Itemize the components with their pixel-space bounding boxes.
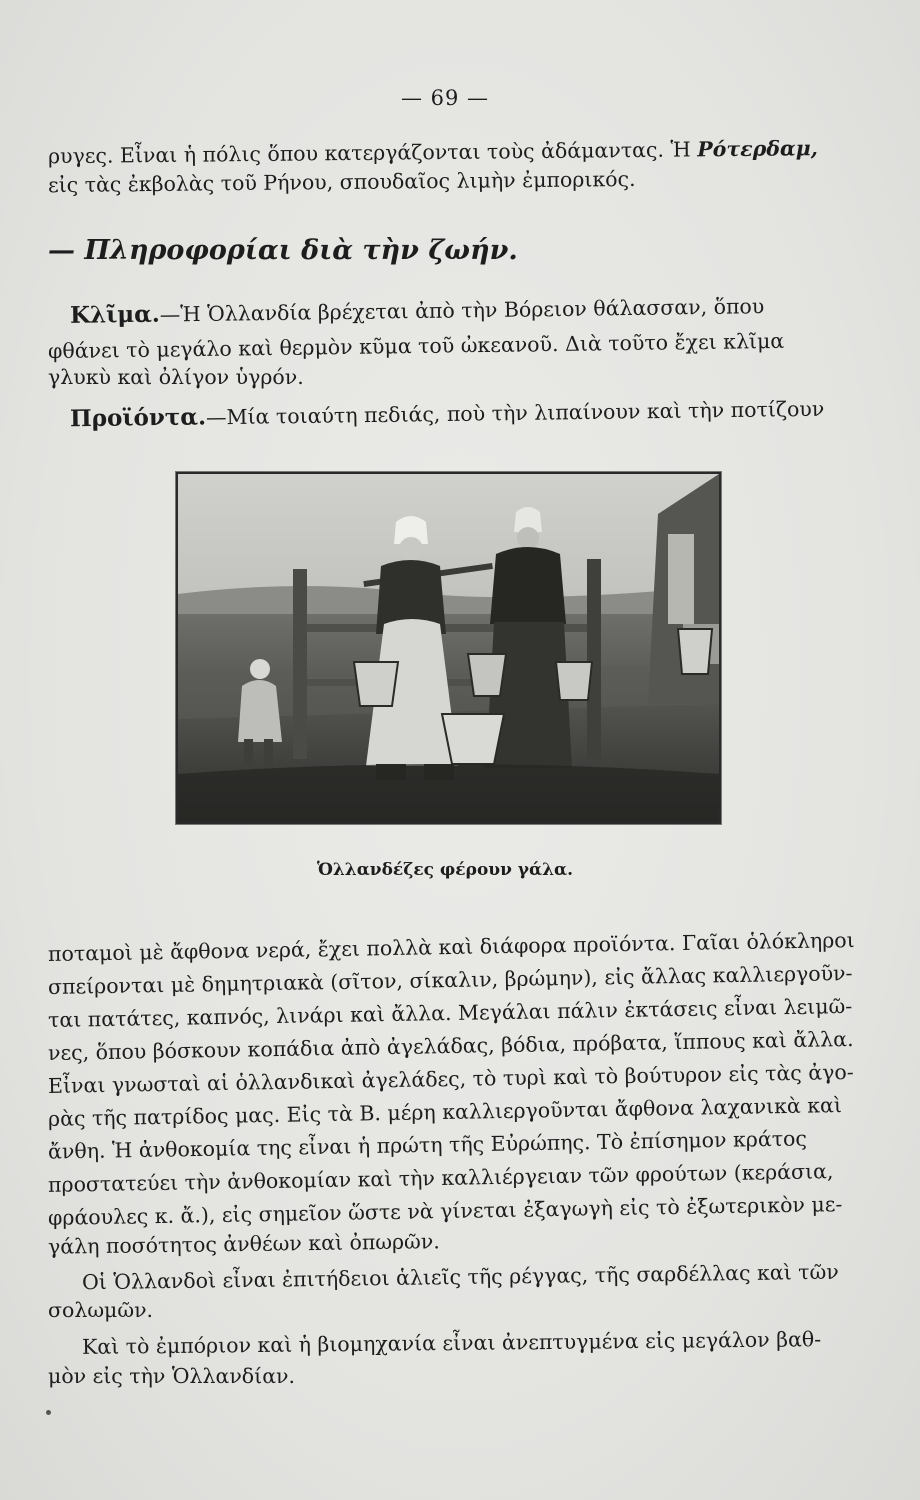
products-line-1 — [70, 397, 825, 431]
body-line-7: ἄνθη. Ἡ ἀνθοκομία της εἶναι ἡ πρώτη τῆς Εὐρώπης. Τὸ ἐπίσημον κράτος — [47, 1126, 808, 1164]
page-number: — 69 — — [400, 86, 490, 110]
body-line-12: σολωμῶν. — [48, 1298, 154, 1322]
products-label: Προϊόντα. — [69, 403, 207, 433]
body-line-6: ρὰς τῆς πατρίδος μας. Εἰς τὰ Β. μέρη καλλιεργοῦνται ἄφθονα λαχανικὰ καὶ — [47, 1093, 843, 1131]
intro-line-2: εἰς τὰς ἐκβολὰς τοῦ Ρήνου, σπουδαῖος λιμὴν ἐμπορικός. — [47, 166, 636, 198]
body-line-8: προστατεύει τὴν ἀνθοκομίαν καὶ τὴν καλλιέργειαν τῶν φρούτων (κεράσια, — [47, 1159, 834, 1197]
figure-caption: Ὁλλανδέζες φέρουν γάλα. — [316, 860, 574, 880]
body-line-14: μὸν εἰς τὴν Ὁλλανδίαν. — [48, 1364, 296, 1388]
photo-illustration — [178, 474, 719, 822]
climate-label: Κλῖμα. — [69, 300, 161, 329]
body-line-1: ποταμοὶ μὲ ἄφθονα νερά, ἔχει πολλὰ καὶ διάφορα προϊόντα. Γαῖαι ὁλόκληροι — [47, 927, 855, 967]
body-line-10: γάλη ποσότητος ἀνθέων καὶ ὀπωρῶν. — [47, 1229, 440, 1259]
climate-line-1 — [70, 294, 765, 327]
intro-line-1 — [48, 138, 848, 167]
body-line-5: Εἶναι γνωσταὶ αἱ ὁλλανδικαὶ ἀγελάδες, τὸ τυρὶ καὶ τὸ βούτυρον εἰς τὰς ἀγο- — [47, 1059, 854, 1099]
intro-line-1-text: ρυγες. Εἶναι ἡ πόλις ὅπου κατεργάζονται τοὺς ἀδάμαντας. Ἡ — [47, 137, 698, 169]
body-line-11: Οἱ Ὁλλανδοὶ εἶναι ἐπιτήδειοι ἁλιεῖς τῆς ρέγγας, τῆς σαρδέλλας καὶ τῶν — [81, 1259, 839, 1295]
climate-line-2: φθάνει τὸ μεγάλο καὶ θερμὸν κῦμα τοῦ ὠκεανοῦ. Διὰ τοῦτο ἔχει κλῖμα — [47, 328, 785, 364]
products-line-1-text: —Μία τοιαύτη πεδιάς, ποὺ τὴν λιπαίνουν καὶ τὴν ποτίζουν — [205, 396, 825, 430]
body-line-2: σπείρονται μὲ δημητριακὰ (σῖτον, σίκαλιν, βρώμην), εἰς ἄλλας καλλιεργοῦν- — [47, 960, 853, 1000]
body-line-13: Καὶ τὸ ἐμπόριον καὶ ἡ βιομηχανία εἶναι ἀνεπτυγμένα εἰς μεγάλον βαθ- — [81, 1327, 822, 1359]
climate-line-1-text: —Ἡ Ὁλλανδία βρέχεται ἀπὸ τὴν Βόρειον θάλασσαν, ὅπου — [159, 294, 765, 327]
body-line-4: νες, ὅπου βόσκουν κοπάδια ἀπὸ ἀγελάδας, βόδια, πρόβατα, ἵππους καὶ ἄλλα. — [47, 1026, 854, 1066]
rotterdam-term: Ρότερδαμ, — [697, 136, 819, 162]
section-heading: — Πληροφορίαι διὰ τὴν ζωήν. — [48, 235, 518, 266]
body-line-9: φράουλες κ. ἄ.), εἰς σημεῖον ὥστε νὰ γίνεται ἐξαγωγὴ εἰς τὸ ἐξωτερικὸν με- — [47, 1192, 843, 1230]
ink-speck — [46, 1410, 51, 1415]
dutch-milkmaids-photo — [176, 472, 721, 824]
body-line-3: ται πατάτες, καπνός, λινάρι καὶ ἄλλα. Μεγάλαι πάλιν ἐκτάσεις εἶναι λειμῶ- — [47, 993, 853, 1033]
climate-line-3: γλυκὺ καὶ ὀλίγον ὑγρόν. — [48, 365, 304, 389]
